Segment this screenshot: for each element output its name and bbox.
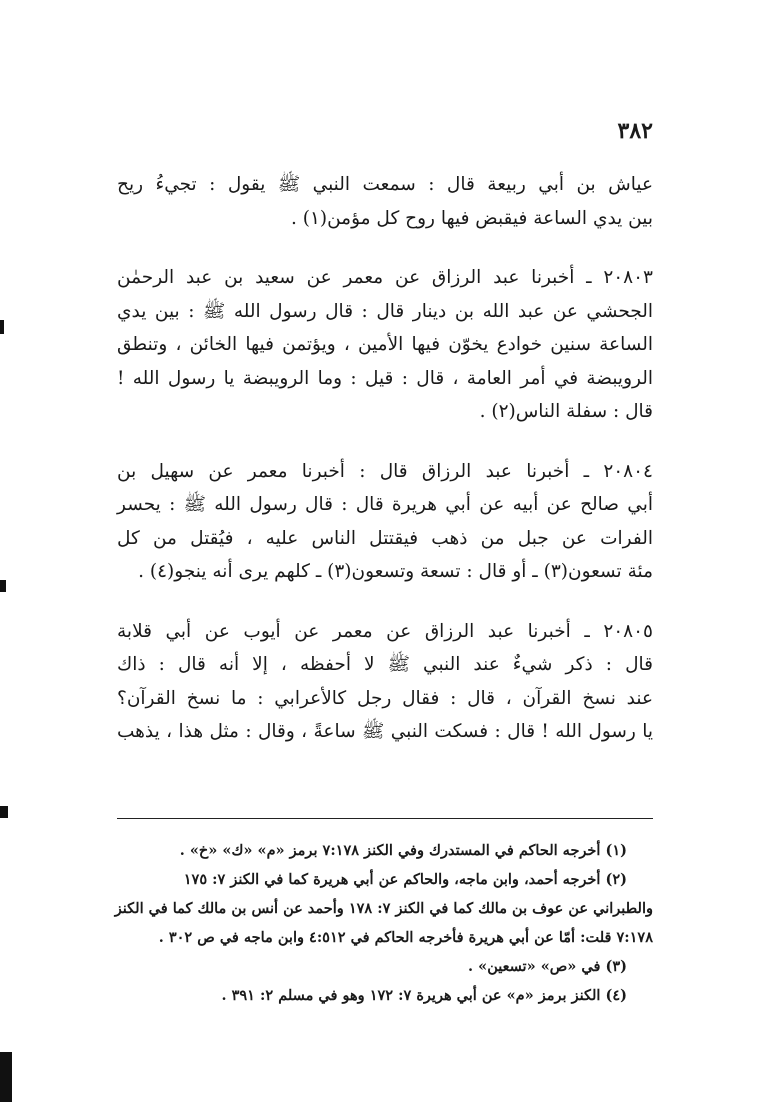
hadith-20804 bbox=[117, 455, 653, 589]
paragraph-continuation bbox=[117, 168, 653, 235]
text-line: ٢٠٨٠٤ ـ أخبرنا عبد الرزاق قال : أخبرنا معمر عن سهيل بن bbox=[117, 460, 653, 482]
footnote-2: (٢) أخرجه أحمد، وابن ماجه، والحاكم عن أبي هريرة كما في الكنز ٧: ١٧٥ bbox=[183, 871, 627, 888]
text-line: ٢٠٨٠٥ ـ أخبرنا عبد الرزاق عن معمر عن أيوب عن أبي قلابة bbox=[117, 620, 653, 642]
text-line: قال : ذكر شيءٌ عند النبي ﷺ لا أحفظه ، إلا أنه قال : ذاك bbox=[117, 654, 653, 675]
text-line: الفرات عن جبل من ذهب فيقتتل الناس عليه ، فيُقتل من كل bbox=[117, 527, 653, 549]
text-line: الساعة سنين خوادع يخوّن فيها الأمين ، ويؤتمن فيها الخائن ، وتنطق bbox=[117, 334, 653, 355]
text-line: مئة تسعون(٣) ـ أو قال : تسعة وتسعون(٣) ـ كلهم يرى أنه ينجو(٤) . bbox=[138, 561, 653, 582]
text-line: قال : سفلة الناس(٢) . bbox=[479, 401, 653, 422]
footnote-1: (١) أخرجه الحاكم في المستدرك وفي الكنز ٧:١٧٨ برمز «م» «ك» «خ» . bbox=[179, 842, 627, 859]
footnote-3: (٣) في «ص» «تسعين» . bbox=[468, 958, 627, 975]
footnote-divider bbox=[117, 818, 653, 819]
page-number: ٣٨٢ bbox=[617, 118, 653, 144]
text-line: الجحشي عن عبد الله بن دينار قال : قال رسول الله ﷺ : بين يدي bbox=[117, 300, 653, 322]
footnote-4: (٤) الكنز برمز «م» عن أبي هريرة ٧: ١٧٢ وهو في مسلم ٢: ٣٩١ . bbox=[221, 987, 627, 1004]
text-line: بين يدي الساعة فيقبض فيها روح كل مؤمن(١) . bbox=[290, 207, 653, 229]
text-line: ٢٠٨٠٣ ـ أخبرنا عبد الرزاق عن معمر عن سعيد بن عبد الرحمٰن bbox=[117, 267, 653, 288]
footnote-2-continued: ٧:١٧٨ قلت: أمّا عن أبي هريرة فأخرجه الحاكم في ٤:٥١٢ وابن ماجه في ص ٣٠٢ . bbox=[158, 929, 653, 946]
scan-artifact bbox=[0, 1052, 12, 1102]
text-line: أبي صالح عن أبيه عن أبي هريرة قال : قال رسول الله ﷺ : يحسر bbox=[117, 494, 653, 515]
footnote-2-continued: والطبراني عن عوف بن مالك كما في الكنز ٧: ١٧٨ وأحمد عن أنس بن مالك كما في الكنز bbox=[114, 900, 653, 917]
text-line: عياش بن أبي ربيعة قال : سمعت النبي ﷺ يقول : تجيءُ ريح bbox=[117, 174, 653, 195]
hadith-20805 bbox=[117, 615, 653, 749]
scan-artifact bbox=[0, 580, 6, 592]
text-line: عند نسخ القرآن ، قال : فقال رجل كالأعرابي : ما نسخ القرآن؟ bbox=[117, 687, 653, 709]
text-line: يا رسول الله ! قال : فسكت النبي ﷺ ساعةً ، وقال : مثل هذا ، يذهب bbox=[117, 721, 653, 742]
hadith-20803 bbox=[117, 261, 653, 429]
scan-artifact bbox=[0, 806, 8, 818]
text-line: الرويبضة في أمر العامة ، قال : قيل : وما الرويبضة يا رسول الله ! bbox=[117, 367, 653, 389]
footnotes bbox=[114, 836, 653, 1010]
main-text bbox=[117, 168, 653, 775]
scan-artifact bbox=[0, 320, 4, 334]
